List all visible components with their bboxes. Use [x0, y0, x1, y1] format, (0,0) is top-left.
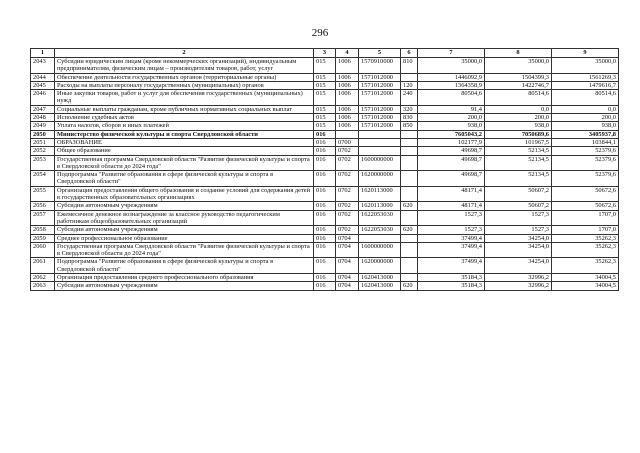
row-expense-type-code — [401, 258, 418, 274]
row-value-col9: 34004,5 — [552, 274, 619, 282]
row-ministry-code: 016 — [314, 226, 336, 234]
row-number: 2046 — [31, 90, 55, 106]
header-cell: 2 — [55, 49, 314, 58]
row-value-col8: 0,0 — [485, 105, 552, 113]
row-section-code: 0702 — [336, 202, 359, 210]
row-value-col8: 32996,2 — [485, 282, 552, 290]
row-target-article-code: 1571012000 — [359, 114, 401, 122]
row-expense-type-code — [401, 210, 418, 226]
row-value-col9: 80514,6 — [552, 90, 619, 106]
row-number: 2050 — [31, 130, 55, 138]
row-target-article-code: 1571012000 — [359, 73, 401, 81]
row-value-col7: 48171,4 — [418, 202, 485, 210]
row-number: 2056 — [31, 202, 55, 210]
row-ministry-code: 016 — [314, 186, 336, 202]
row-value-col7: 35184,3 — [418, 282, 485, 290]
row-target-article-code: 1620413000 — [359, 274, 401, 282]
row-expense-type-code: 620 — [401, 202, 418, 210]
row-target-article-code: 1571012000 — [359, 90, 401, 106]
header-cell: 9 — [552, 49, 619, 58]
row-value-col7: 91,4 — [418, 105, 485, 113]
row-ministry-code: 016 — [314, 202, 336, 210]
row-section-code: 0702 — [336, 155, 359, 171]
row-target-article-code — [359, 234, 401, 242]
row-value-col7: 48171,4 — [418, 186, 485, 202]
row-value-col8: 50607,2 — [485, 202, 552, 210]
row-value-col8: 34254,0 — [485, 242, 552, 258]
row-value-col7: 37499,4 — [418, 234, 485, 242]
row-number: 2049 — [31, 122, 55, 130]
row-section-code: 0704 — [336, 258, 359, 274]
row-ministry-code: 016 — [314, 155, 336, 171]
row-target-article-code: 1571012000 — [359, 81, 401, 89]
row-value-col7: 1527,3 — [418, 210, 485, 226]
row-name: Субсидии юридическим лицам (кроме некоммерческих организаций), индивидуальным предпринимателям, физическим лицам – производителям товаров, работ, услуг — [55, 58, 314, 74]
row-value-col9: 52379,6 — [552, 171, 619, 187]
row-value-col7: 80504,6 — [418, 90, 485, 106]
row-expense-type-code — [401, 130, 418, 138]
row-expense-type-code — [401, 274, 418, 282]
row-ministry-code: 016 — [314, 234, 336, 242]
row-ministry-code: 015 — [314, 105, 336, 113]
row-value-col9: 1479616,7 — [552, 81, 619, 89]
row-name: Субсидии автономным учреждениям — [55, 226, 314, 234]
row-value-col9: 35262,3 — [552, 258, 619, 274]
row-value-col8: 1527,3 — [485, 226, 552, 234]
row-value-col9: 34004,5 — [552, 282, 619, 290]
row-name: Исполнение судебных актов — [55, 114, 314, 122]
row-expense-type-code: 240 — [401, 90, 418, 106]
row-expense-type-code — [401, 234, 418, 242]
row-value-col8: 1527,3 — [485, 210, 552, 226]
row-number: 2051 — [31, 138, 55, 146]
row-section-code: 0704 — [336, 282, 359, 290]
table-row — [31, 186, 619, 202]
row-number: 2048 — [31, 114, 55, 122]
row-value-col7: 102177,9 — [418, 138, 485, 146]
row-name: Уплата налогов, сборов и иных платежей — [55, 122, 314, 130]
row-value-col8: 50607,2 — [485, 186, 552, 202]
row-target-article-code: 1620000000 — [359, 171, 401, 187]
row-section-code: 1006 — [336, 58, 359, 74]
row-name: Ежемесячное денежное вознаграждение за классное руководство педагогическим работникам общеобразовательных организаций — [55, 210, 314, 226]
row-value-col8: 938,0 — [485, 122, 552, 130]
row-value-col7: 49698,7 — [418, 147, 485, 155]
row-number: 2058 — [31, 226, 55, 234]
row-section-code: 0702 — [336, 147, 359, 155]
row-section-code: 0704 — [336, 234, 359, 242]
row-expense-type-code — [401, 147, 418, 155]
row-number: 2044 — [31, 73, 55, 81]
table-row — [31, 114, 619, 122]
row-value-col7: 1527,3 — [418, 226, 485, 234]
table-row — [31, 81, 619, 89]
row-expense-type-code — [401, 242, 418, 258]
row-target-article-code: 1622053030 — [359, 226, 401, 234]
row-section-code: 0704 — [336, 242, 359, 258]
row-ministry-code: 015 — [314, 122, 336, 130]
header-cell: 4 — [336, 49, 359, 58]
table-row — [31, 138, 619, 146]
table-row — [31, 210, 619, 226]
table-row — [31, 258, 619, 274]
row-expense-type-code — [401, 171, 418, 187]
row-value-col8: 52134,5 — [485, 171, 552, 187]
row-target-article-code — [359, 130, 401, 138]
row-target-article-code: 1571012000 — [359, 122, 401, 130]
row-number: 2062 — [31, 274, 55, 282]
row-name: Государственная программа Свердловской области "Развитие физической культуры и спорта в Свердловской области до 2024 года" — [55, 155, 314, 171]
row-number: 2059 — [31, 234, 55, 242]
row-name: Государственная программа Свердловской области "Развитие физической культуры и спорта в Свердловской области до 2024 года" — [55, 242, 314, 258]
row-number: 2045 — [31, 81, 55, 89]
row-number: 2061 — [31, 258, 55, 274]
row-expense-type-code: 850 — [401, 122, 418, 130]
row-name: Субсидии автономным учреждениям — [55, 202, 314, 210]
row-expense-type-code: 620 — [401, 226, 418, 234]
row-value-col7: 37499,4 — [418, 258, 485, 274]
row-ministry-code: 016 — [314, 147, 336, 155]
row-ministry-code: 015 — [314, 90, 336, 106]
table-row — [31, 202, 619, 210]
row-value-col9: 0,0 — [552, 105, 619, 113]
table-row — [31, 105, 619, 113]
row-number: 2053 — [31, 155, 55, 171]
row-section-code: 0702 — [336, 226, 359, 234]
row-value-col7: 1446092,9 — [418, 73, 485, 81]
row-name: Подпрограмма "Развитие образования в сфере физической культуры и спорта в Свердловской области" — [55, 258, 314, 274]
row-number: 2055 — [31, 186, 55, 202]
table-row — [31, 274, 619, 282]
row-value-col9: 50672,6 — [552, 202, 619, 210]
row-ministry-code: 015 — [314, 58, 336, 74]
row-ministry-code: 016 — [314, 138, 336, 146]
row-target-article-code: 1600000000 — [359, 242, 401, 258]
row-value-col8: 101967,5 — [485, 138, 552, 146]
row-expense-type-code — [401, 73, 418, 81]
row-value-col9: 52379,6 — [552, 155, 619, 171]
row-value-col9: 35000,0 — [552, 58, 619, 74]
row-ministry-code: 016 — [314, 274, 336, 282]
row-expense-type-code: 810 — [401, 58, 418, 74]
row-name: Среднее профессиональное образование — [55, 234, 314, 242]
header-cell: 1 — [31, 49, 55, 58]
table-row — [31, 234, 619, 242]
row-section-code — [336, 130, 359, 138]
row-number: 2047 — [31, 105, 55, 113]
row-target-article-code: 1622053030 — [359, 210, 401, 226]
row-value-col8: 80514,6 — [485, 90, 552, 106]
table-row — [31, 90, 619, 106]
table-row — [31, 282, 619, 290]
row-value-col7: 200,0 — [418, 114, 485, 122]
row-value-col9: 50672,6 — [552, 186, 619, 202]
row-number: 2052 — [31, 147, 55, 155]
row-name: ОБРАЗОВАНИЕ — [55, 138, 314, 146]
table-row — [31, 171, 619, 187]
row-expense-type-code — [401, 138, 418, 146]
table-row — [31, 226, 619, 234]
row-name: Министерство физической культуры и спорта Свердловской области — [55, 130, 314, 138]
row-value-col8: 32996,2 — [485, 274, 552, 282]
row-number: 2057 — [31, 210, 55, 226]
row-section-code: 1006 — [336, 90, 359, 106]
row-value-col7: 35000,0 — [418, 58, 485, 74]
header-cell: 3 — [314, 49, 336, 58]
row-section-code: 1006 — [336, 114, 359, 122]
row-section-code: 0704 — [336, 274, 359, 282]
row-section-code: 1006 — [336, 105, 359, 113]
row-name: Субсидии автономным учреждениям — [55, 282, 314, 290]
row-expense-type-code — [401, 155, 418, 171]
table-row — [31, 242, 619, 258]
row-target-article-code: 1620113000 — [359, 186, 401, 202]
row-value-col9: 35262,3 — [552, 234, 619, 242]
row-value-col7: 1364358,9 — [418, 81, 485, 89]
row-ministry-code: 016 — [314, 171, 336, 187]
row-value-col7: 49698,7 — [418, 171, 485, 187]
row-section-code: 0702 — [336, 171, 359, 187]
row-name: Общее образование — [55, 147, 314, 155]
row-target-article-code: 1620413000 — [359, 282, 401, 290]
row-ministry-code: 016 — [314, 130, 336, 138]
row-value-col9: 103844,1 — [552, 138, 619, 146]
row-value-col8: 200,0 — [485, 114, 552, 122]
table-row — [31, 73, 619, 81]
row-expense-type-code: 120 — [401, 81, 418, 89]
row-value-col9: 200,0 — [552, 114, 619, 122]
row-value-col8: 7050689,6 — [485, 130, 552, 138]
row-value-col7: 37499,4 — [418, 242, 485, 258]
row-value-col8: 52134,5 — [485, 155, 552, 171]
row-ministry-code: 016 — [314, 242, 336, 258]
header-cell: 5 — [359, 49, 401, 58]
row-value-col8: 34254,0 — [485, 234, 552, 242]
row-value-col9: 35262,3 — [552, 242, 619, 258]
row-target-article-code: 1571012000 — [359, 105, 401, 113]
row-value-col7: 938,0 — [418, 122, 485, 130]
row-value-col9: 3405937,8 — [552, 130, 619, 138]
table-row — [31, 122, 619, 130]
row-value-col9: 1707,0 — [552, 210, 619, 226]
row-number: 2060 — [31, 242, 55, 258]
row-target-article-code — [359, 147, 401, 155]
row-name: Иные закупки товаров, работ и услуг для обеспечения государственных (муниципальных) нужд — [55, 90, 314, 106]
row-expense-type-code: 620 — [401, 282, 418, 290]
row-ministry-code: 016 — [314, 210, 336, 226]
table-row — [31, 155, 619, 171]
row-section-code: 1006 — [336, 81, 359, 89]
row-value-col7: 35184,3 — [418, 274, 485, 282]
row-target-article-code: 1620000000 — [359, 258, 401, 274]
table-row — [31, 147, 619, 155]
header-cell: 7 — [418, 49, 485, 58]
row-ministry-code: 015 — [314, 73, 336, 81]
row-ministry-code: 016 — [314, 258, 336, 274]
table-body — [31, 58, 619, 291]
row-ministry-code: 016 — [314, 282, 336, 290]
table-header-row — [31, 49, 619, 58]
row-value-col7: 49698,7 — [418, 155, 485, 171]
row-number: 2054 — [31, 171, 55, 187]
row-name: Расходы на выплаты персоналу государственных (муниципальных) органов — [55, 81, 314, 89]
row-value-col9: 1707,0 — [552, 226, 619, 234]
row-name: Организация предоставления среднего профессионального образования — [55, 274, 314, 282]
header-cell: 6 — [401, 49, 418, 58]
row-number: 2063 — [31, 282, 55, 290]
row-value-col9: 1561269,3 — [552, 73, 619, 81]
row-expense-type-code: 830 — [401, 114, 418, 122]
row-section-code: 0702 — [336, 210, 359, 226]
row-value-col8: 52134,5 — [485, 147, 552, 155]
row-value-col8: 1422746,7 — [485, 81, 552, 89]
table-row — [31, 130, 619, 138]
row-section-code: 1006 — [336, 122, 359, 130]
row-target-article-code — [359, 138, 401, 146]
row-expense-type-code — [401, 186, 418, 202]
budget-table — [30, 48, 619, 291]
row-number: 2043 — [31, 58, 55, 74]
row-name: Подпрограмма "Развитие образования в сфере физической культуры и спорта в Свердловской области" — [55, 171, 314, 187]
row-expense-type-code: 320 — [401, 105, 418, 113]
row-name: Организация предоставления общего образования и создание условий для содержания детей в государственных образовательных организациях — [55, 186, 314, 202]
row-target-article-code: 1600000000 — [359, 155, 401, 171]
row-name: Обеспечение деятельности государственных органов (территориальные органы) — [55, 73, 314, 81]
table-row — [31, 58, 619, 74]
header-cell: 8 — [485, 49, 552, 58]
row-ministry-code: 015 — [314, 81, 336, 89]
row-value-col9: 938,0 — [552, 122, 619, 130]
row-ministry-code: 015 — [314, 114, 336, 122]
row-value-col7: 7605043,2 — [418, 130, 485, 138]
row-target-article-code: 1570910000 — [359, 58, 401, 74]
row-target-article-code: 1620113000 — [359, 202, 401, 210]
row-section-code: 0700 — [336, 138, 359, 146]
row-value-col8: 35000,0 — [485, 58, 552, 74]
row-section-code: 0702 — [336, 186, 359, 202]
row-name: Социальные выплаты гражданам, кроме публичных нормативных социальных выплат — [55, 105, 314, 113]
row-value-col8: 34254,0 — [485, 258, 552, 274]
row-value-col8: 1504399,3 — [485, 73, 552, 81]
row-section-code: 1006 — [336, 73, 359, 81]
row-value-col9: 52379,6 — [552, 147, 619, 155]
page-number: 296 — [311, 27, 329, 39]
